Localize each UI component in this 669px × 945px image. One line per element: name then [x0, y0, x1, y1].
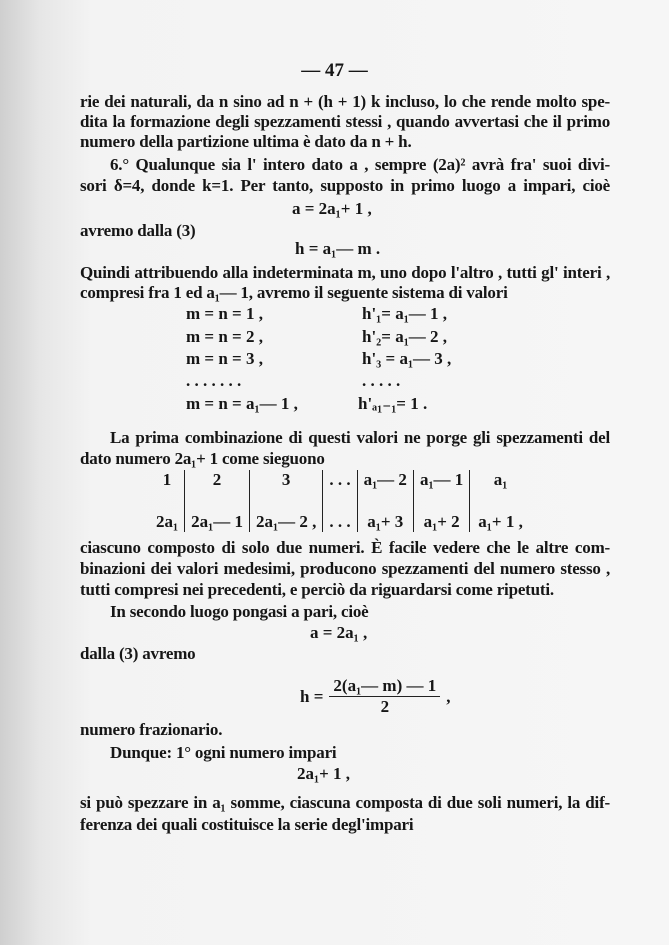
- partition-column: [185, 470, 250, 532]
- formula: 2a₁+ 1 ,: [297, 764, 351, 783]
- system-right: . . . . .: [362, 371, 401, 390]
- system-left: m = n = 1 ,: [186, 304, 263, 323]
- system-right: h'₁= a₁— 1 ,: [362, 304, 448, 323]
- text-line: ferenza dei quali costituisce la serie degl'impari: [80, 815, 414, 834]
- partition-column: [250, 470, 323, 532]
- text-line: In secondo luogo pongasi a pari, cioè: [110, 602, 369, 621]
- cell: 2: [212, 470, 222, 489]
- cell: . . .: [329, 470, 351, 489]
- partition-column: [358, 470, 414, 532]
- text-line: Dunque: 1° ogni numero impari: [110, 743, 337, 762]
- cell: a₁+ 2: [423, 512, 460, 531]
- text-line: compresi fra 1 ed a₁— 1, avremo il seguente sistema di valori: [80, 283, 508, 302]
- system-left: m = n = 3 ,: [186, 349, 263, 368]
- formula-end: ,: [446, 686, 451, 706]
- cell: a₁+ 3: [367, 512, 404, 531]
- cell: . . .: [329, 512, 351, 531]
- cell: 2a₁: [156, 512, 179, 531]
- text-line: Quindi attribuendo alla indeterminata m, uno dopo l'altro , tutti gl' interi ,: [80, 263, 610, 282]
- text-line: La prima combinazione di questi valori ne porge gli spezzamenti del: [110, 428, 610, 447]
- system-left: . . . . . . .: [186, 371, 242, 390]
- text-line: dato numero 2a₁+ 1 come sieguono: [80, 449, 325, 468]
- denominator: 2: [380, 697, 390, 716]
- cell: 3: [281, 470, 291, 489]
- fraction-formula: [300, 676, 451, 717]
- cell: 2a₁— 1: [191, 512, 243, 531]
- formula: a = 2a₁ ,: [310, 623, 368, 642]
- formula: a = 2a₁+ 1 ,: [292, 199, 372, 218]
- text-line: si può spezzare in a₁ somme, ciascuna composta di due soli numeri, la dif-: [80, 793, 610, 812]
- cell: 2a₁— 2 ,: [255, 512, 317, 531]
- system-right: h'₃ = a₁— 3 ,: [362, 349, 452, 368]
- text-line: binazioni dei valori medesimi, producono spezzamenti del numero stesso ,: [80, 559, 610, 578]
- text-line: dalla (3) avremo: [80, 644, 196, 663]
- cell: a₁— 2: [363, 470, 407, 489]
- partition-table: [150, 470, 529, 532]
- text-line: sori δ=4, donde k=1. Per tanto, supposto in primo luogo a impari, cioè: [80, 176, 610, 195]
- system-left: m = n = 2 ,: [186, 327, 263, 346]
- text-line: 6.° Qualunque sia l' intero dato a , sempre (2a)² avrà fra' suoi divi-: [110, 155, 610, 174]
- text-line: dita la formazione degli spezzamenti stessi , quando avvertasi che il primo: [80, 112, 610, 131]
- partition-column: [414, 470, 470, 532]
- formula: h = a₁— m .: [295, 239, 381, 258]
- system-left: m = n = a₁— 1 ,: [186, 394, 298, 413]
- cell: a₁— 1: [419, 470, 464, 489]
- partition-column: [323, 470, 357, 532]
- text-line: numero frazionario.: [80, 720, 223, 739]
- system-right: h'₂= a₁— 2 ,: [362, 327, 448, 346]
- page-number: — 47 —: [301, 60, 368, 81]
- text-line: avremo dalla (3): [80, 221, 196, 240]
- partition-column: [470, 470, 529, 532]
- text-line: tutti compresi nei precedenti, e perciò da riguardarsi come ripetuti.: [80, 580, 554, 599]
- formula-lhs: h =: [300, 686, 324, 706]
- partition-column: [150, 470, 185, 532]
- cell: 1: [162, 470, 172, 489]
- cell: a₁+ 1 ,: [478, 512, 523, 531]
- text-line: ciascuno composto di solo due numeri. È facile vedere che le altre com-: [80, 538, 610, 557]
- text-line: rie dei naturali, da n sino ad n + (h + 1) k incluso, lo che rende molto spe-: [80, 92, 610, 111]
- system-right: h'ₐ₁₋₁= 1 .: [358, 394, 428, 413]
- text-line: numero della partizione ultima è dato da n + h.: [80, 132, 412, 151]
- cell: a₁: [493, 470, 508, 489]
- numerator: 2(a₁— m) — 1: [329, 676, 440, 697]
